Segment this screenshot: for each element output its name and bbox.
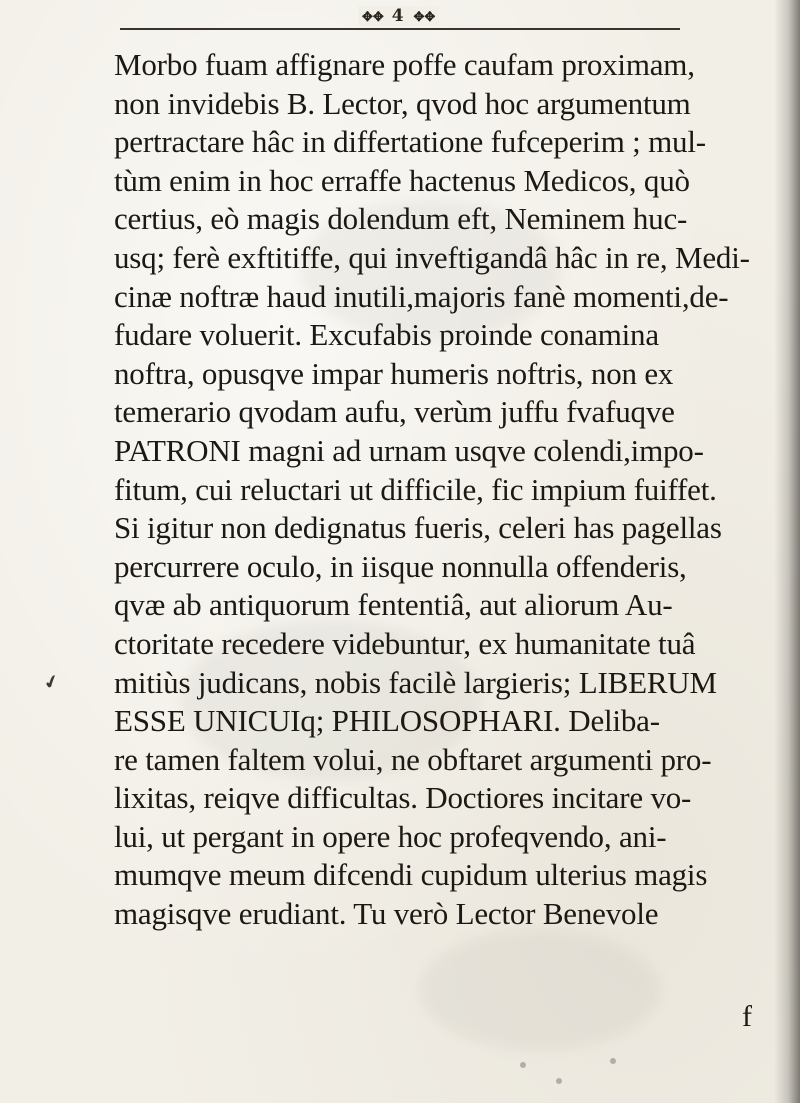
body-text — [114, 46, 774, 934]
catchword: f — [742, 1000, 752, 1033]
ornament-right-icon: ✥✥ — [413, 10, 436, 25]
text-line: non invidebis B. Lector, qvod hoc argumentum — [114, 85, 691, 121]
page-header — [120, 6, 680, 40]
text-line: PATRONI magni ad urnam usqve colendi,impo- — [114, 432, 704, 468]
ink-spot — [610, 1058, 616, 1064]
header-rule — [120, 28, 680, 30]
text-line: fudare voluerit. Excufabis proinde conamina — [114, 317, 659, 353]
text-line: Morbo fuam affignare poffe caufam proximam, — [114, 47, 695, 82]
text-line: ctoritate recedere videbuntur, ex humanitate tuâ — [114, 625, 696, 661]
show-through-stain — [420, 930, 660, 1050]
text-line: magisqve erudiant. Tu verò Lector Benevole — [114, 896, 659, 932]
text-line: re tamen faltem volui, ne obftaret argumenti pro- — [114, 741, 712, 777]
page-number — [358, 6, 439, 26]
text-line: percurrere oculo, in iisque nonnulla offenderis, — [114, 548, 687, 584]
text-line: temerario qvodam aufu, verùm juffu fvafuqve — [114, 394, 675, 430]
text-line: lixitas, reiqve difficultas. Doctiores incitare vo- — [114, 780, 692, 816]
stray-ink-mark-icon: ✔ — [40, 670, 63, 695]
ink-spot — [520, 1062, 526, 1068]
text-line: tùm enim in hoc erraffe hactenus Medicos, quò — [114, 162, 690, 198]
text-line: noftra, opusqve impar humeris noftris, non ex — [114, 355, 674, 391]
text-line: cinæ noftræ haud inutili,majoris fanè momenti,de- — [114, 278, 729, 314]
text-line: mitiùs judicans, nobis facilè largieris; LIBERUM — [114, 664, 717, 700]
ink-spot — [556, 1078, 562, 1084]
text-line: fitum, cui reluctari ut difficile, fic impium fuiffet. — [114, 471, 717, 507]
page-edge-shadow — [774, 0, 800, 1103]
text-line: certius, eò magis dolendum eft, Neminem huc- — [114, 201, 688, 237]
text-line: ESSE UNICUIq; PHILOSOPHARI. Deliba- — [114, 703, 660, 739]
text-line: pertractare hâc in differtatione fufceperim ; mul- — [114, 124, 706, 160]
ornament-left-icon: ✥✥ — [362, 10, 384, 25]
text-line: qvæ ab antiquorum fententiâ, aut aliorum Au- — [114, 587, 673, 623]
text-line: mumqve meum difcendi cupidum ulterius magis — [114, 857, 708, 893]
text-line: usq; ferè exftitiffe, qui inveftigandâ hâc in re, Medi- — [114, 239, 750, 275]
text-line: lui, ut pergant in opere hoc profeqvendo, ani- — [114, 818, 667, 854]
page-signature: 4 — [391, 6, 406, 26]
text-line: Si igitur non dedignatus fueris, celeri has pagellas — [114, 510, 722, 546]
